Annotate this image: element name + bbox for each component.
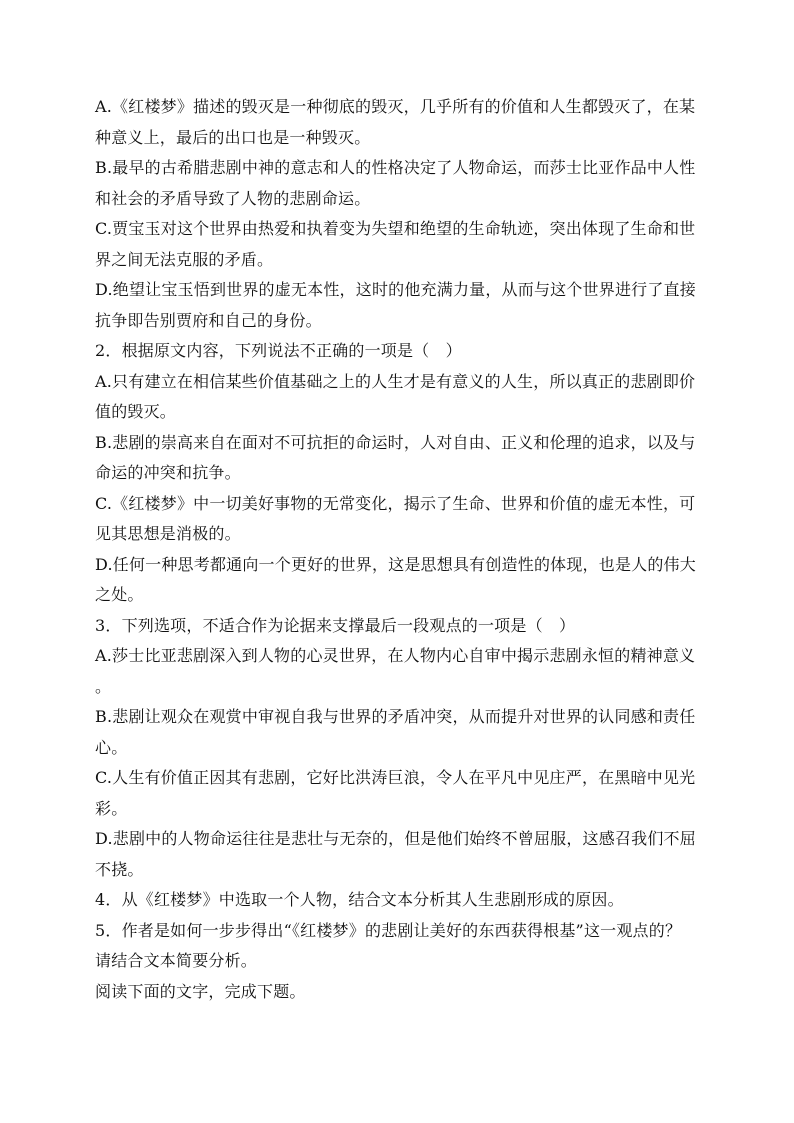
text-line: B.悲剧的崇高来自在面对不可抗拒的命运时，人对自由、正义和伦理的追求，以及与 — [95, 432, 696, 452]
document-page — [95, 92, 705, 1007]
text-line: 请结合文本简要分析。 — [95, 951, 258, 970]
text-line: B.最早的古希腊悲剧中神的意志和人的性格决定了人物命运，而莎士比亚作品中人性 — [95, 158, 696, 177]
text-line: 命运的冲突和抗争。 — [95, 463, 241, 482]
text-line: 界之间无法克服的矛盾。 — [95, 249, 274, 269]
text-line: 见其思想是消极的。 — [95, 524, 241, 543]
text-line: 心。 — [95, 737, 128, 757]
text-line: C.贾宝玉对这个世界由热爱和执着变为失望和绝望的生命轨迹，突出体现了生命和世 — [95, 219, 696, 238]
text-line: B.悲剧让观众在观赏中审视自我与世界的矛盾冲突，从而提升对世界的认同感和责任 — [95, 707, 696, 726]
text-line: 值的毁灭。 — [95, 402, 177, 421]
question-4: 4．从《红楼梦》中选取一个人物，结合文本分析其人生悲剧形成的原因。 — [95, 890, 624, 909]
text-line: 之处。 — [95, 585, 144, 604]
text-line: A.莎士比亚悲剧深入到人物的心灵世界，在人物内心自审中揭示悲剧永恒的精神意义 — [95, 646, 696, 665]
text-line: 种意义上，最后的出口也是一种毁灭。 — [95, 127, 371, 147]
text-line: D.悲剧中的人物命运往往是悲壮与无奈的，但是他们始终不曾屈服，这感召我们不屈 — [95, 829, 696, 848]
text-line: C.人生有价值正因其有悲剧，它好比洪涛巨浪，令人在平凡中见庄严，在黑暗中见光 — [95, 768, 696, 787]
text-line: C.《红楼梦》中一切美好事物的无常变化，揭示了生命、世界和价值的虚无本性，可 — [95, 493, 696, 513]
text-line: A.只有建立在相信某些价值基础之上的人生才是有意义的人生，所以真正的悲剧即价 — [95, 371, 696, 391]
text-line: D.任何一种思考都通向一个更好的世界，这是思想具有创造性的体现，也是人的伟大 — [95, 554, 696, 574]
text-line: 彩。 — [95, 798, 128, 818]
question-3: 3．下列选项，不适合作为论据来支撑最后一段观点的一项是（ ） — [95, 615, 576, 635]
question-2: 2．根据原文内容，下列说法不正确的一项是（ ） — [95, 341, 462, 360]
text-line: 抗争即告别贾府和自己的身份。 — [95, 310, 322, 330]
text-line: D.绝望让宝玉悟到世界的虚无本性，这时的他充满力量，从而与这个世界进行了直接 — [95, 280, 696, 299]
reading-instruction: 阅读下面的文字，完成下题。 — [95, 981, 306, 1001]
text-line: 和社会的矛盾导致了人物的悲剧命运。 — [95, 188, 371, 208]
question-5: 5．作者是如何一步步得出“《红楼梦》的悲剧让美好的东西获得根基”这一观点的？ — [95, 920, 682, 940]
text-line: 不挠。 — [95, 859, 144, 879]
text-line: A.《红楼梦》描述的毁灭是一种彻底的毁灭，几乎所有的价值和人生都毁灭了，在某 — [95, 97, 696, 116]
text-line: 。 — [95, 676, 112, 696]
